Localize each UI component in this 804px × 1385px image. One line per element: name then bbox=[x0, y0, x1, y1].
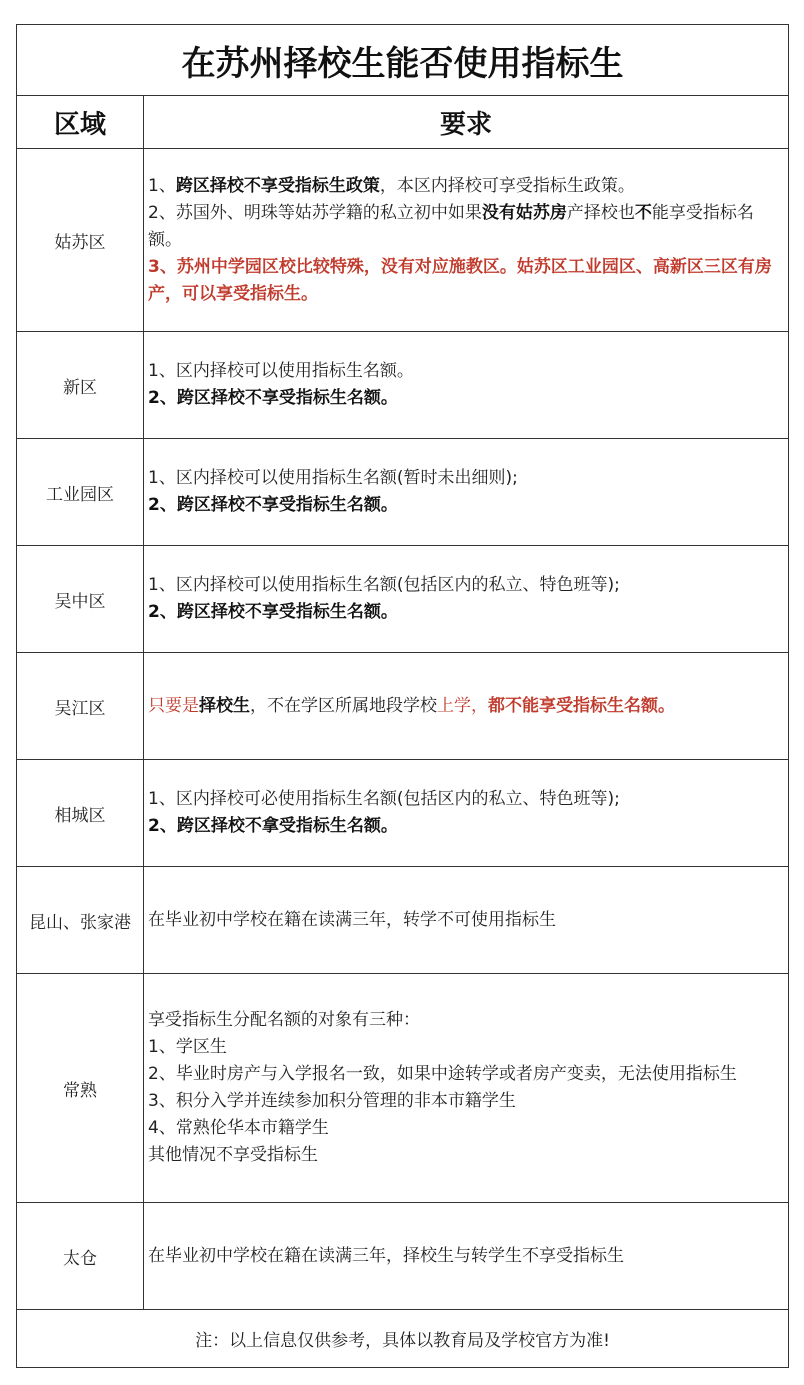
text-fragment: 2、 bbox=[148, 816, 177, 836]
region-cell: 吴中区 bbox=[17, 546, 144, 653]
bold-text: 择校生 bbox=[199, 695, 250, 716]
requirement-cell bbox=[144, 439, 789, 546]
requirement-line-highlight: 3、苏州中学园区校比较特殊，没有对应施教区。姑苏区工业园区、高新区三区有房产，可以享受指标生。 bbox=[148, 256, 772, 304]
table-row-gusu bbox=[17, 149, 789, 332]
column-header-requirement: 要求 bbox=[144, 96, 789, 149]
requirement-line: 1、学区生 bbox=[148, 1037, 227, 1057]
region-cell: 新区 bbox=[17, 332, 144, 439]
region-cell: 相城区 bbox=[17, 760, 144, 867]
red-text: 只要是 bbox=[148, 695, 199, 716]
table-row-industrial-park bbox=[17, 439, 789, 546]
policy-table bbox=[16, 24, 789, 1368]
requirement-line: 1、区内择校可以使用指标生名额(包括区内的私立、特色班等); bbox=[148, 575, 620, 595]
requirement-line: 1、区内择校可以使用指标生名额(暂时未出细则); bbox=[148, 468, 518, 488]
region-cell: 姑苏区 bbox=[17, 149, 144, 332]
text-fragment: ，不在学区所属地段学校 bbox=[250, 695, 437, 716]
text-fragment: 2、 bbox=[148, 495, 177, 515]
requirement-line bbox=[148, 200, 784, 254]
note-row bbox=[17, 1310, 789, 1368]
region-cell: 吴江区 bbox=[17, 653, 144, 760]
column-header-region: 区域 bbox=[17, 96, 144, 149]
requirement-line: 1、区内择校可必使用指标生名额(包括区内的私立、特色班等); bbox=[148, 789, 620, 809]
table-row-wujiang bbox=[17, 653, 789, 760]
text-fragment: 2、 bbox=[148, 602, 177, 622]
requirement-line bbox=[148, 492, 784, 519]
bold-text: 跨区择校不享受指标生名额。 bbox=[176, 388, 398, 408]
table-row-changshu bbox=[17, 974, 789, 1203]
requirement-cell bbox=[144, 332, 789, 439]
requirement-line: 在毕业初中学校在籍在读满三年，转学不可使用指标生 bbox=[148, 909, 556, 930]
text-fragment: 2、 bbox=[148, 388, 177, 408]
text-fragment: ，本区内择校可享受指标生政策。 bbox=[379, 175, 635, 196]
footnote: 注：以上信息仅供参考，具体以教育局及学校官方为准! bbox=[17, 1310, 789, 1368]
requirement-line: 4、常熟伦华本市籍学生 bbox=[148, 1118, 329, 1138]
requirement-line bbox=[148, 693, 784, 720]
bold-text: 跨区择校不享受指标生名额。 bbox=[176, 602, 398, 622]
bold-text: 跨区择校不拿受指标生名额。 bbox=[176, 816, 398, 836]
header-row bbox=[17, 96, 789, 149]
requirement-line: 2、毕业时房产与入学报名一致，如果中途转学或者房产变卖，无法使用指标生 bbox=[148, 1064, 737, 1084]
text-fragment: 1、 bbox=[148, 175, 176, 196]
red-bold-text: 都不能享受指标生名额。 bbox=[488, 695, 675, 716]
requirement-cell bbox=[144, 653, 789, 760]
requirement-line bbox=[148, 385, 784, 412]
text-fragment: 2、苏国外、明珠等姑苏学籍的私立初中如果 bbox=[148, 202, 482, 223]
requirement-cell bbox=[144, 760, 789, 867]
requirement-line: 在毕业初中学校在籍在读满三年，择校生与转学生不享受指标生 bbox=[148, 1245, 624, 1266]
table-row-kunshan-zhangjiagang bbox=[17, 867, 789, 974]
table-row-xinqu bbox=[17, 332, 789, 439]
requirement-line: 1、区内择校可以使用指标生名额。 bbox=[148, 361, 414, 381]
requirement-cell bbox=[144, 974, 789, 1203]
bold-text: 没有姑苏房 bbox=[481, 202, 567, 223]
table-row-xiangcheng bbox=[17, 760, 789, 867]
requirement-cell bbox=[144, 546, 789, 653]
bold-text: 跨区择校不享受指标生政策 bbox=[175, 175, 380, 196]
requirement-cell bbox=[144, 1203, 789, 1310]
text-fragment: 能享受指标名额。 bbox=[148, 202, 754, 250]
red-text: 上学， bbox=[437, 695, 488, 716]
title-row bbox=[17, 25, 789, 96]
region-cell: 常熟 bbox=[17, 974, 144, 1203]
requirement-line: 其他情况不享受指标生 bbox=[148, 1145, 318, 1165]
requirement-line bbox=[148, 813, 784, 840]
requirement-line: 3、积分入学并连续参加积分管理的非本市籍学生 bbox=[148, 1091, 516, 1111]
page-title: 在苏州择校生能否使用指标生 bbox=[17, 25, 789, 96]
requirement-cell bbox=[144, 867, 789, 974]
requirement-cell bbox=[144, 149, 789, 332]
bold-text: 不 bbox=[634, 202, 652, 223]
table-row-taicang bbox=[17, 1203, 789, 1310]
requirement-line bbox=[148, 173, 784, 200]
requirement-line bbox=[148, 599, 784, 626]
text-fragment: 产择校也 bbox=[566, 202, 635, 223]
region-cell: 昆山、张家港 bbox=[17, 867, 144, 974]
requirement-line: 享受指标生分配名额的对象有三种： bbox=[148, 1010, 420, 1030]
region-cell: 工业园区 bbox=[17, 439, 144, 546]
table-row-wuzhong bbox=[17, 546, 789, 653]
bold-text: 跨区择校不享受指标生名额。 bbox=[176, 495, 398, 515]
region-cell: 太仓 bbox=[17, 1203, 144, 1310]
